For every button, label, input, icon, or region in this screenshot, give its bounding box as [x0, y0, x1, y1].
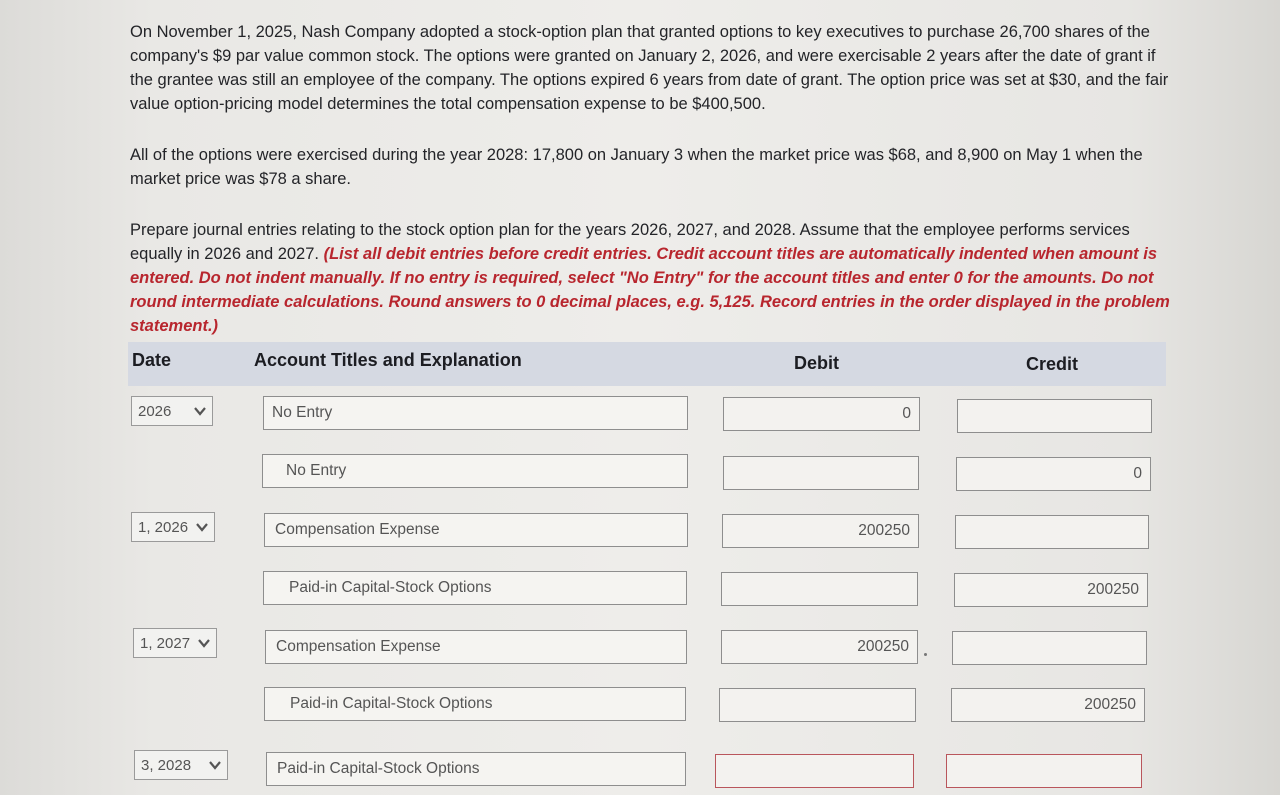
debit-value: 0: [902, 405, 911, 422]
credit-field[interactable]: [952, 631, 1147, 665]
header-date: Date: [132, 350, 172, 370]
account-value: No Entry: [272, 404, 333, 421]
date-value: 3, 2028: [141, 756, 192, 774]
account-value: Compensation Expense: [276, 638, 441, 655]
credit-field[interactable]: [957, 399, 1152, 433]
problem-paragraph-1: On November 1, 2025, Nash Company adopted a stock-option plan that granted options to key executives to purchase 26,700 shares of the company's $9 par value common stock. The options were granted on January 2, 2026, and were exercisable 2 years after the date of grant if the grantee was still an employee of the company. The options expired 6 years from date of grant. The option price was set at $30, and the fair value option-pricing model determines the total compensation expense to be $400,500.: [130, 23, 1169, 113]
account-field[interactable]: [264, 687, 686, 721]
date-value: 2026: [138, 402, 172, 420]
header-credit: Credit: [1026, 354, 1079, 374]
problem-paragraph-3: [130, 218, 1175, 338]
debit-field[interactable]: [722, 514, 919, 548]
task-text: Prepare journal entries relating to the stock option plan for the years 2026, 2027, and 2028. Assume that the employee performs services equally in 2026 and 2027.: [130, 221, 1130, 263]
chevron-down-icon: [195, 520, 209, 534]
credit-field[interactable]: [954, 573, 1148, 607]
debit-field[interactable]: [723, 456, 919, 490]
credit-field[interactable]: [951, 688, 1145, 722]
header-account: Account Titles and Explanation: [254, 350, 522, 370]
account-value: Paid-in Capital-Stock Options: [290, 695, 493, 712]
account-field[interactable]: [264, 513, 688, 547]
debit-field[interactable]: [721, 630, 918, 664]
account-value: Compensation Expense: [275, 521, 440, 538]
debit-field[interactable]: [723, 397, 920, 431]
account-field[interactable]: [262, 454, 688, 488]
account-value: No Entry: [286, 462, 347, 479]
account-field[interactable]: [266, 752, 686, 786]
account-field[interactable]: [265, 630, 687, 664]
date-select[interactable]: [131, 512, 215, 542]
account-value: Paid-in Capital-Stock Options: [277, 760, 480, 777]
debit-field[interactable]: [721, 572, 918, 606]
credit-value: 200250: [1087, 581, 1139, 598]
credit-field[interactable]: [946, 754, 1142, 788]
credit-field[interactable]: [956, 457, 1151, 491]
account-field[interactable]: [263, 396, 688, 430]
date-select[interactable]: [131, 396, 213, 426]
chevron-down-icon: [193, 404, 207, 418]
date-select[interactable]: [134, 750, 228, 780]
debit-value: 200250: [858, 522, 910, 539]
date-select[interactable]: [133, 628, 217, 658]
credit-value: 200250: [1084, 696, 1136, 713]
date-value: 1, 2027: [140, 634, 191, 652]
debit-field[interactable]: [715, 754, 914, 788]
debit-value: 200250: [857, 638, 909, 655]
header-debit: Debit: [794, 353, 839, 373]
credit-value: 0: [1133, 465, 1142, 482]
account-value: Paid-in Capital-Stock Options: [289, 579, 492, 596]
problem-paragraph-2: All of the options were exercised during the year 2028: 17,800 on January 3 when the market price was $68, and 8,900 on May 1 when the market price was $78 a share.: [130, 146, 1143, 188]
account-field[interactable]: [263, 571, 687, 605]
chevron-down-icon: [208, 758, 222, 772]
credit-field[interactable]: [955, 515, 1149, 549]
date-value: 1, 2026: [138, 518, 189, 536]
chevron-down-icon: [197, 636, 211, 650]
marker-dot: [924, 653, 927, 656]
instruction-text: (List all debit entries before credit entries. Credit account titles are automatically indented when amount is entered. Do not indent manually. If no entry is required, select "No Entry" for the account titles and enter 0 for the amounts. Do not round intermediate calculations. Round answers to 0 decimal places, e.g. 5,125. Record entries in the order displayed in the problem statement.): [130, 245, 1170, 335]
debit-field[interactable]: [719, 688, 916, 722]
